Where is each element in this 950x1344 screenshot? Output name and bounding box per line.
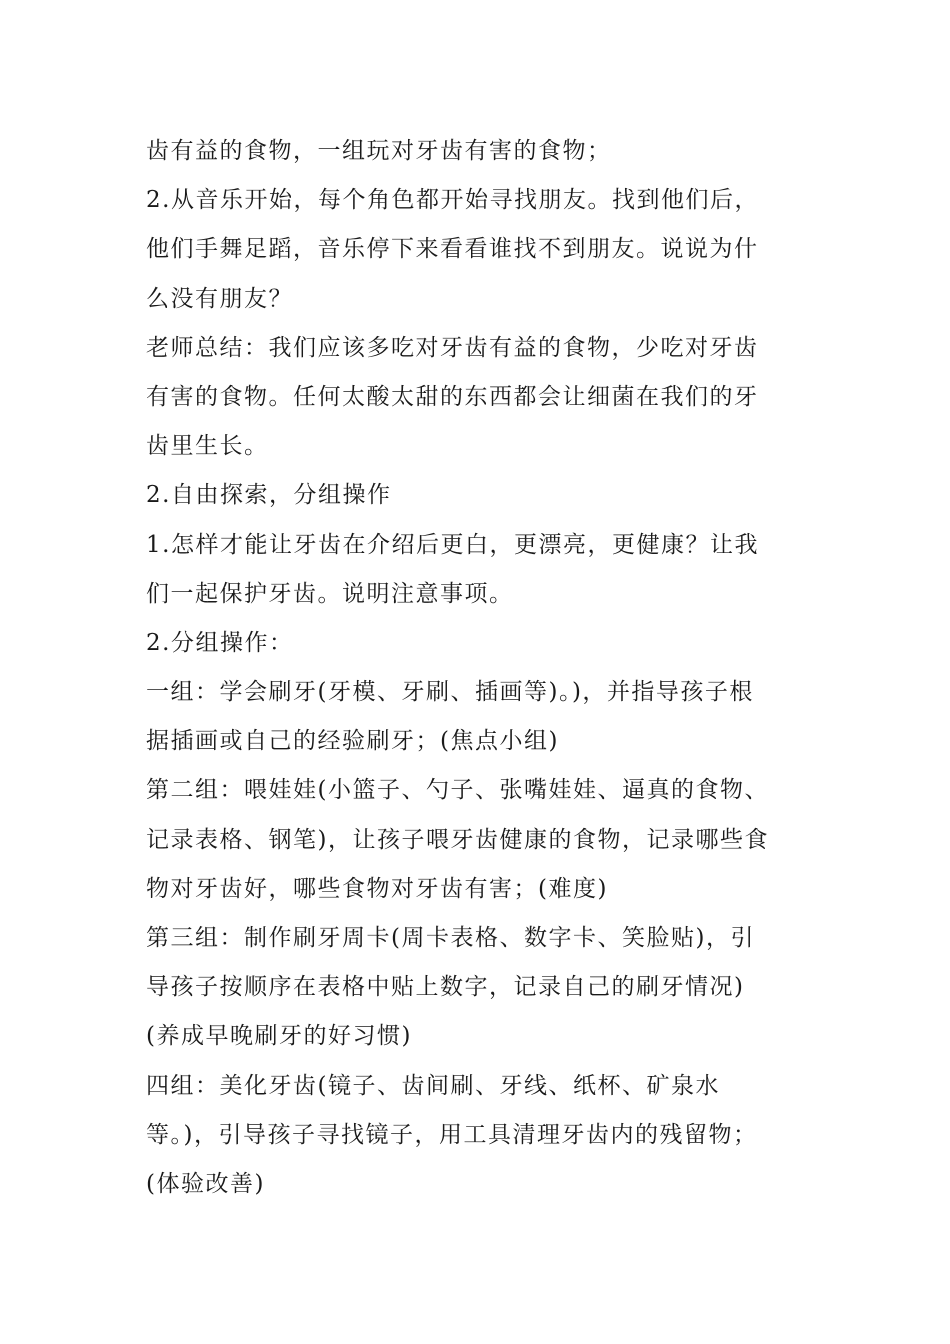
text-line: 第三组：制作刷牙周卡(周卡表格、数字卡、笑脸贴)，引 [146, 925, 755, 951]
text-line: 齿里生长。 [146, 433, 269, 460]
text-line: 四组：美化牙齿(镜子、齿间刷、牙线、纸杯、矿泉水 [146, 1072, 720, 1099]
section-heading: 2.自由探索，分组操作 [146, 482, 392, 509]
text-line: 他们手舞足蹈，音乐停下来看看谁找不到朋友。说说为什 [146, 236, 759, 263]
text-line: 齿有益的食物，一组玩对牙齿有害的食物； [146, 138, 612, 164]
text-line: 据插画或自己的经验刷牙；(焦点小组) [146, 728, 559, 755]
text-line: (体验改善) [146, 1170, 265, 1197]
text-line: 么没有朋友？ [146, 285, 293, 312]
text-line: 2.分组操作： [146, 629, 294, 656]
text-line: 们一起保护牙齿。说明注意事项。 [146, 580, 514, 607]
text-line: 记录表格、钢笔)，让孩子喂牙齿健康的食物，记录哪些食 [146, 826, 769, 853]
text-line: 第二组：喂娃娃(小篮子、勺子、张嘴娃娃、逼真的食物、 [146, 777, 769, 804]
text-line: 有害的食物。任何太酸太甜的东西都会让细菌在我们的牙 [146, 383, 759, 410]
text-line: 2.从音乐开始，每个角色都开始寻找朋友。找到他们后， [146, 187, 759, 214]
text-line: 等。)，引导孩子寻找镜子，用工具清理牙齿内的残留物； [146, 1121, 758, 1148]
text-line: 导孩子按顺序在表格中贴上数字，记录自己的刷牙情况) [146, 974, 745, 1001]
document-body [146, 127, 806, 1209]
text-line: 老师总结：我们应该多吃对牙齿有益的食物，少吃对牙齿 [146, 334, 759, 361]
text-line: 物对牙齿好，哪些食物对牙齿有害；(难度) [146, 875, 608, 902]
text-line: (养成早晚刷牙的好习惯) [146, 1023, 412, 1050]
text-line: 1.怎样才能让牙齿在介绍后更白，更漂亮，更健康？让我 [146, 531, 759, 558]
text-line: 一组：学会刷牙(牙模、牙刷、插画等)。)，并指导孩子根 [146, 679, 754, 706]
